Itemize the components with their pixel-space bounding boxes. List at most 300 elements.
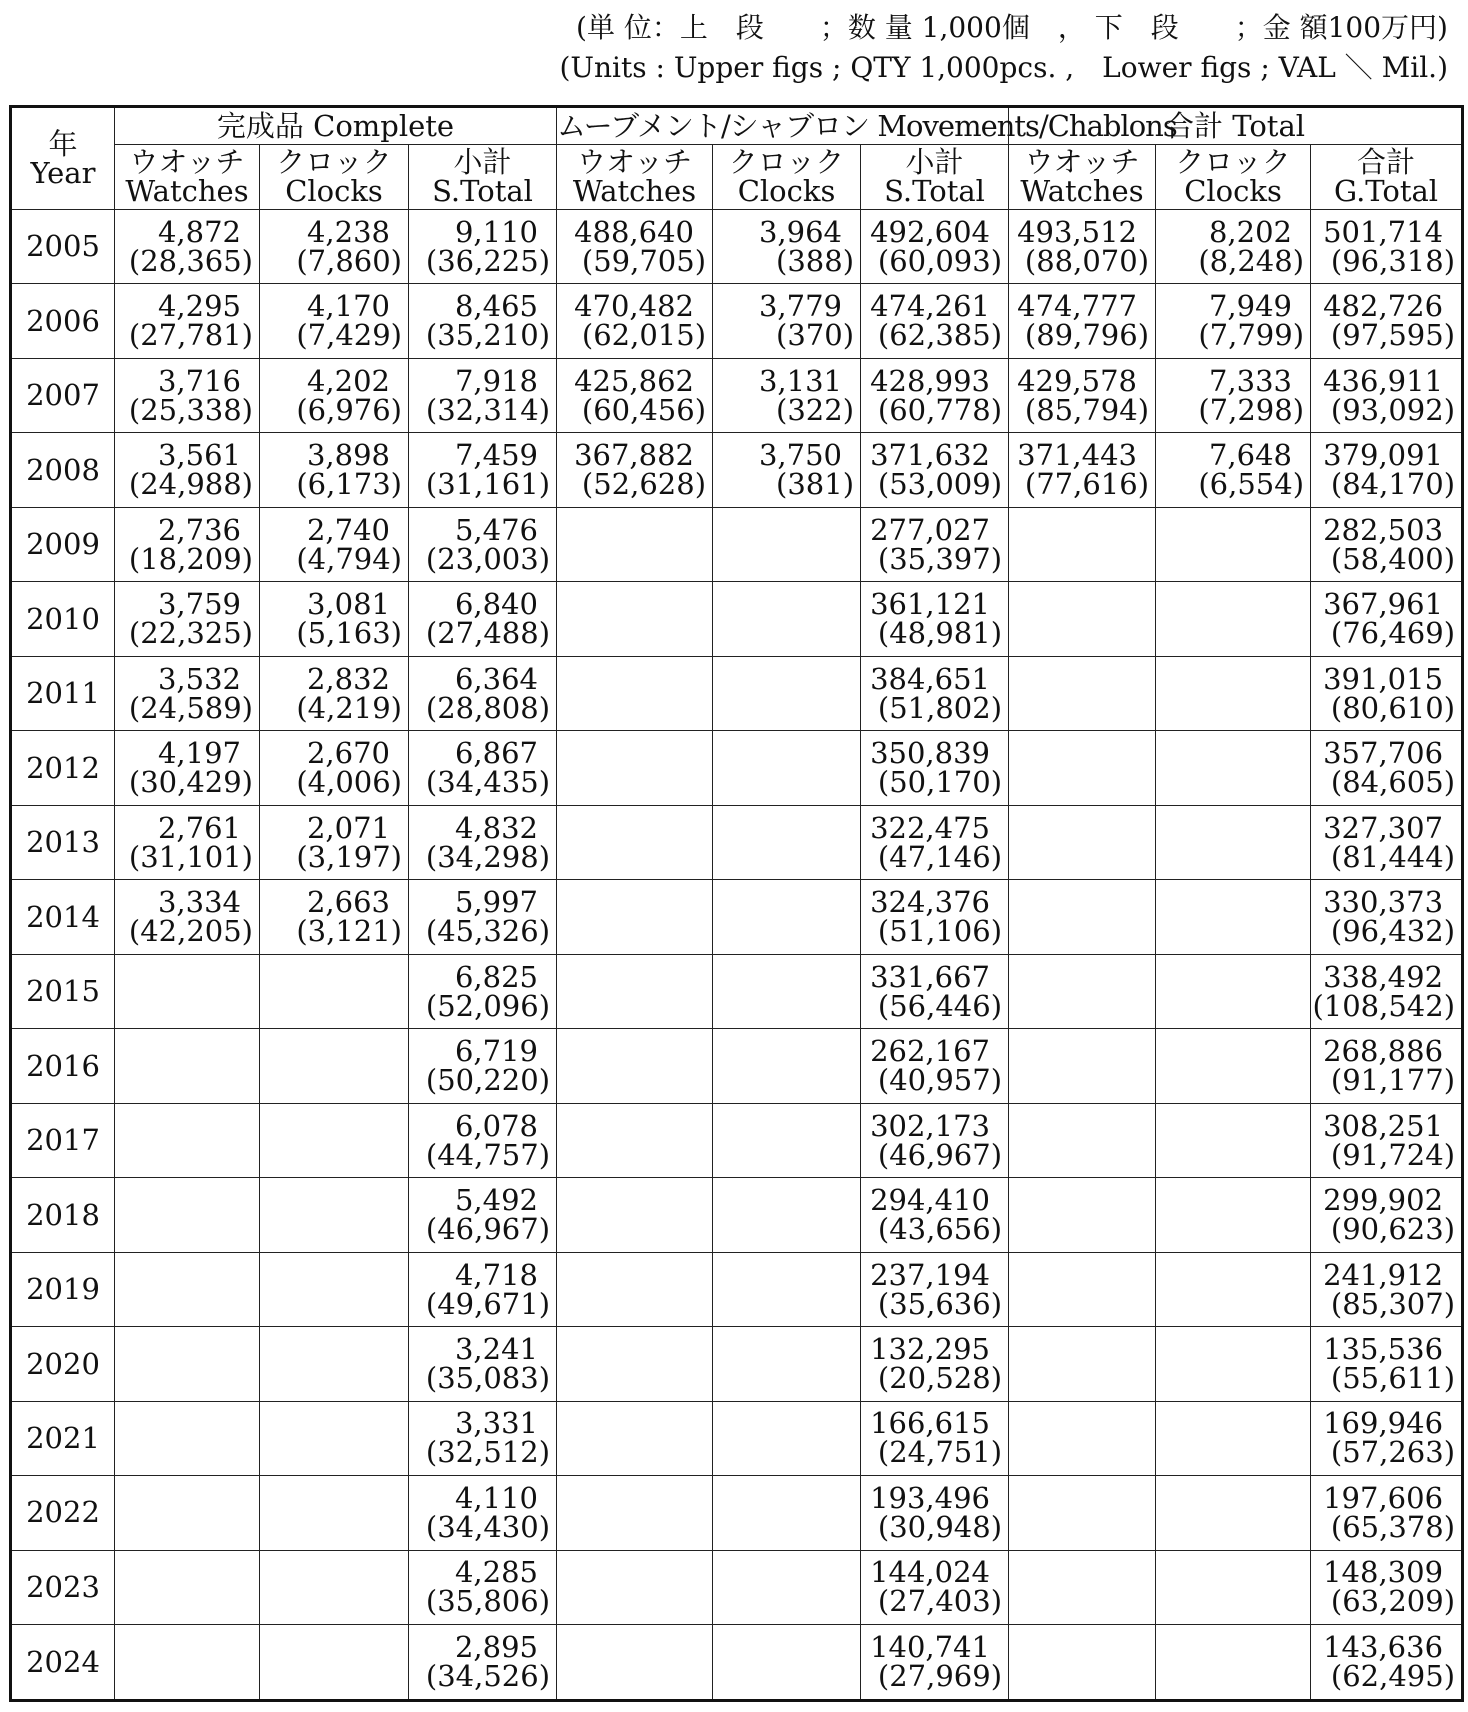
value-cell-mc [713, 210, 861, 284]
quantity-value: 488,640 [574, 214, 695, 249]
value-cell-mc [713, 358, 861, 432]
quantity-value: 338,492 [1323, 959, 1444, 994]
empty-cell [713, 880, 861, 954]
units-note [448, 8, 1448, 88]
table-row [11, 656, 1463, 730]
empty-cell [1156, 1625, 1311, 1701]
quantity-value: 282,503 [1323, 512, 1444, 547]
empty-cell [115, 1401, 260, 1475]
amount-value: (31,101) [128, 839, 253, 874]
quantity-value: 330,373 [1323, 885, 1444, 920]
amount-value: (35,083) [425, 1361, 551, 1395]
quantity-value: 268,886 [1323, 1034, 1444, 1069]
empty-cell [557, 954, 713, 1028]
year-header [11, 107, 115, 210]
amount-value: (50,220) [425, 1063, 551, 1098]
quantity-value: 6,840 [454, 587, 539, 622]
table-row [11, 1476, 1463, 1550]
empty-cell [1009, 805, 1156, 879]
amount-value: (30,948) [877, 1509, 1003, 1544]
empty-cell [1156, 731, 1311, 805]
empty-cell [557, 1103, 713, 1177]
total-group-header: 合計 Total [1009, 107, 1463, 145]
quantity-value: 3,241 [454, 1332, 539, 1366]
amount-value: (96,318) [1330, 243, 1456, 278]
quantity-value: 132,295 [870, 1332, 991, 1366]
amount-value: (51,802) [877, 690, 1003, 725]
empty-cell [1156, 1401, 1311, 1475]
amount-value: (32,314) [425, 392, 551, 427]
empty-cell [260, 954, 409, 1028]
amount-value: (24,988) [128, 467, 253, 502]
empty-cell [115, 1625, 260, 1701]
empty-cell [557, 805, 713, 879]
quantity-value: 327,307 [1323, 810, 1444, 845]
quantity-value: 294,410 [870, 1183, 991, 1218]
value-cell-cc [260, 358, 409, 432]
quantity-value: 474,777 [1017, 289, 1138, 324]
amount-value: (56,446) [877, 988, 1003, 1023]
value-cell-ms [861, 1476, 1009, 1550]
amount-value: (53,009) [877, 467, 1003, 502]
empty-cell [713, 1029, 861, 1103]
quantity-value: 371,632 [870, 438, 991, 473]
header-label-jp: クロック [1175, 145, 1291, 179]
quantity-value: 425,862 [574, 363, 695, 398]
value-cell-mw [557, 433, 713, 507]
quantity-value: 4,197 [157, 736, 241, 771]
amount-value: (27,403) [877, 1584, 1003, 1619]
empty-cell [557, 507, 713, 581]
quantity-value: 166,615 [870, 1406, 991, 1441]
value-cell-cs [409, 1029, 557, 1103]
movements-subtotal-header [861, 145, 1009, 210]
amount-value: (43,656) [877, 1212, 1003, 1247]
table-row [11, 1252, 1463, 1326]
value-cell-mw [557, 358, 713, 432]
value-cell-cs [409, 731, 557, 805]
quantity-value: 367,882 [574, 438, 695, 473]
amount-value: (34,298) [425, 839, 551, 874]
quantity-value: 241,912 [1323, 1257, 1444, 1292]
value-cell-tg [1311, 284, 1463, 358]
quantity-value: 493,512 [1017, 214, 1138, 249]
year-cell: 2013 [11, 805, 115, 879]
value-cell-cw [115, 507, 260, 581]
value-cell-tw [1009, 210, 1156, 284]
empty-cell [1156, 1103, 1311, 1177]
quantity-value: 492,604 [870, 214, 991, 249]
header-label-en: Watches [1020, 174, 1144, 208]
quantity-value: 6,078 [454, 1108, 539, 1143]
amount-value: (85,307) [1330, 1286, 1456, 1321]
amount-value: (88,070) [1024, 243, 1150, 278]
empty-cell [557, 1550, 713, 1624]
value-cell-tw [1009, 358, 1156, 432]
value-cell-cw [115, 656, 260, 730]
empty-cell [713, 1401, 861, 1475]
table-row [11, 1401, 1463, 1475]
quantity-value: 237,194 [870, 1257, 991, 1292]
amount-value: (22,325) [128, 616, 253, 651]
amount-value: (35,806) [425, 1584, 551, 1619]
amount-value: (81,444) [1330, 839, 1456, 874]
quantity-value: 3,964 [758, 214, 843, 249]
amount-value: (6,976) [296, 392, 402, 427]
empty-cell [260, 1178, 409, 1252]
header-label-jp: ウオッチ [129, 145, 245, 179]
header-label-jp: 小計 [453, 145, 512, 179]
value-cell-cs [409, 1625, 557, 1701]
value-cell-cc [260, 433, 409, 507]
amount-value: (25,338) [128, 392, 253, 427]
empty-cell [260, 1550, 409, 1624]
quantity-value: 144,024 [870, 1555, 991, 1590]
table-body [11, 210, 1463, 1701]
header-label-en: S.Total [432, 174, 533, 208]
quantity-value: 277,027 [870, 512, 991, 547]
empty-cell [1009, 1252, 1156, 1326]
amount-value: (42,205) [128, 914, 253, 949]
empty-cell [1009, 1625, 1156, 1701]
quantity-value: 8,202 [1208, 214, 1293, 249]
year-cell: 2016 [11, 1029, 115, 1103]
quantity-value: 482,726 [1323, 289, 1444, 324]
amount-value: (80,610) [1330, 690, 1456, 725]
amount-value: (31,161) [425, 467, 551, 502]
empty-cell [557, 1327, 713, 1401]
quantity-value: 2,832 [306, 661, 390, 696]
amount-value: (77,616) [1024, 467, 1150, 502]
value-cell-tg [1311, 358, 1463, 432]
quantity-value: 371,443 [1017, 438, 1138, 473]
empty-cell [713, 656, 861, 730]
amount-value: (108,542) [1312, 988, 1456, 1023]
quantity-value: 8,465 [454, 289, 539, 324]
quantity-value: 5,492 [454, 1183, 539, 1218]
quantity-value: 379,091 [1323, 438, 1444, 473]
value-cell-tg [1311, 1625, 1463, 1701]
amount-value: (7,429) [296, 318, 402, 353]
value-cell-ms [861, 210, 1009, 284]
header-label-jp: 合計 [1357, 145, 1416, 179]
complete-subtotal-header [409, 145, 557, 210]
empty-cell [1009, 1178, 1156, 1252]
amount-value: (85,794) [1024, 392, 1150, 427]
quantity-value: 7,648 [1208, 438, 1293, 473]
year-cell: 2014 [11, 880, 115, 954]
header-label-en: Clocks [285, 174, 383, 208]
quantity-value: 391,015 [1323, 661, 1444, 696]
amount-value: (381) [776, 467, 855, 502]
units-note-jp: (単 位：上 段 ；数 量 1,000個 ， 下 段 ；金 額100万円) [576, 11, 1448, 44]
table-row [11, 210, 1463, 284]
value-cell-cc [260, 731, 409, 805]
quantity-value: 4,295 [157, 289, 241, 324]
year-header-jp: 年 [48, 126, 78, 161]
amount-value: (44,757) [425, 1137, 551, 1172]
complete-watches-header [115, 145, 260, 210]
amount-value: (5,163) [296, 616, 402, 651]
year-cell: 2007 [11, 358, 115, 432]
quantity-value: 331,667 [870, 959, 991, 994]
quantity-value: 262,167 [870, 1034, 991, 1069]
year-cell: 2005 [11, 210, 115, 284]
empty-cell [1009, 656, 1156, 730]
empty-cell [1156, 582, 1311, 656]
value-cell-tg [1311, 1178, 1463, 1252]
amount-value: (7,799) [1198, 318, 1305, 353]
amount-value: (27,969) [877, 1659, 1003, 1694]
empty-cell [713, 1625, 861, 1701]
amount-value: (90,623) [1330, 1212, 1456, 1247]
empty-cell [1156, 1178, 1311, 1252]
value-cell-ms [861, 954, 1009, 1028]
value-cell-tg [1311, 731, 1463, 805]
amount-value: (4,219) [296, 690, 402, 725]
amount-value: (6,554) [1198, 467, 1305, 502]
value-cell-cs [409, 1103, 557, 1177]
quantity-value: 3,561 [157, 438, 241, 473]
empty-cell [115, 1029, 260, 1103]
amount-value: (48,981) [877, 616, 1003, 651]
table-row [11, 1327, 1463, 1401]
value-cell-cw [115, 358, 260, 432]
value-cell-ms [861, 433, 1009, 507]
empty-cell [713, 805, 861, 879]
header-label-en: G.Total [1333, 174, 1439, 208]
amount-value: (36,225) [425, 243, 551, 278]
quantity-value: 3,131 [758, 363, 843, 398]
year-cell: 2024 [11, 1625, 115, 1701]
value-cell-cs [409, 582, 557, 656]
amount-value: (30,429) [128, 765, 253, 800]
amount-value: (60,093) [877, 243, 1003, 278]
empty-cell [557, 1178, 713, 1252]
quantity-value: 3,716 [157, 363, 241, 398]
value-cell-tg [1311, 954, 1463, 1028]
quantity-value: 5,476 [454, 512, 539, 547]
header-label-jp: ウオッチ [1024, 145, 1140, 179]
value-cell-ms [861, 1103, 1009, 1177]
value-cell-cw [115, 210, 260, 284]
amount-value: (55,611) [1330, 1361, 1456, 1395]
total-clocks-header [1156, 145, 1311, 210]
quantity-value: 308,251 [1323, 1108, 1444, 1143]
amount-value: (84,170) [1330, 467, 1456, 502]
empty-cell [115, 1103, 260, 1177]
year-cell: 2017 [11, 1103, 115, 1177]
value-cell-cw [115, 805, 260, 879]
quantity-value: 3,334 [157, 885, 241, 920]
quantity-value: 2,740 [306, 512, 390, 547]
value-cell-cw [115, 880, 260, 954]
empty-cell [713, 507, 861, 581]
quantity-value: 2,736 [157, 512, 241, 547]
year-cell: 2021 [11, 1401, 115, 1475]
value-cell-ms [861, 1327, 1009, 1401]
value-cell-ms [861, 284, 1009, 358]
table-row [11, 731, 1463, 805]
empty-cell [713, 1103, 861, 1177]
amount-value: (32,512) [425, 1435, 551, 1470]
complete-group-header: 完成品 Complete [115, 107, 557, 145]
empty-cell [260, 1327, 409, 1401]
value-cell-tg [1311, 656, 1463, 730]
amount-value: (51,106) [877, 914, 1003, 949]
watch-production-table [9, 105, 1464, 1702]
quantity-value: 501,714 [1323, 214, 1444, 249]
amount-value: (97,595) [1330, 318, 1456, 353]
quantity-value: 6,719 [454, 1034, 539, 1069]
amount-value: (63,209) [1330, 1584, 1456, 1619]
amount-value: (45,326) [425, 914, 551, 949]
year-cell: 2020 [11, 1327, 115, 1401]
amount-value: (59,705) [581, 243, 707, 278]
amount-value: (47,146) [877, 839, 1003, 874]
table-row [11, 582, 1463, 656]
empty-cell [713, 1550, 861, 1624]
year-cell: 2009 [11, 507, 115, 581]
quantity-value: 7,918 [454, 363, 539, 398]
empty-cell [713, 1252, 861, 1326]
header-label-en: Clocks [737, 174, 836, 208]
amount-value: (3,197) [296, 839, 402, 874]
year-cell: 2006 [11, 284, 115, 358]
amount-value: (60,778) [877, 392, 1003, 427]
quantity-value: 2,663 [306, 885, 390, 920]
quantity-value: 324,376 [870, 885, 991, 920]
grand-total-header [1311, 145, 1463, 210]
value-cell-tg [1311, 582, 1463, 656]
empty-cell [1156, 1327, 1311, 1401]
empty-cell [713, 954, 861, 1028]
value-cell-cw [115, 731, 260, 805]
empty-cell [260, 1252, 409, 1326]
table-row [11, 507, 1463, 581]
value-cell-tg [1311, 1103, 1463, 1177]
empty-cell [1009, 582, 1156, 656]
quantity-value: 299,902 [1323, 1183, 1444, 1218]
quantity-value: 428,993 [870, 363, 991, 398]
empty-cell [557, 582, 713, 656]
value-cell-ms [861, 507, 1009, 581]
amount-value: (3,121) [296, 914, 402, 949]
value-cell-tc [1156, 358, 1311, 432]
table-row [11, 954, 1463, 1028]
empty-cell [713, 1178, 861, 1252]
amount-value: (57,263) [1330, 1435, 1456, 1470]
empty-cell [713, 1327, 861, 1401]
amount-value: (7,298) [1198, 392, 1305, 427]
value-cell-cc [260, 805, 409, 879]
quantity-value: 3,081 [306, 587, 390, 622]
amount-value: (28,808) [425, 690, 551, 725]
amount-value: (27,488) [425, 616, 551, 651]
quantity-value: 4,202 [306, 363, 390, 398]
table-row [11, 358, 1463, 432]
quantity-value: 5,997 [454, 885, 539, 920]
year-cell: 2012 [11, 731, 115, 805]
value-cell-cs [409, 358, 557, 432]
units-note-en: (Units : Upper figs ; QTY 1,000pcs. , Lower figs ; VAL ＼ Mil.) [559, 51, 1448, 84]
amount-value: (35,636) [877, 1286, 1003, 1321]
value-cell-tg [1311, 1252, 1463, 1326]
quantity-value: 429,578 [1017, 363, 1138, 398]
amount-value: (40,957) [877, 1063, 1003, 1098]
quantity-value: 9,110 [454, 214, 539, 249]
value-cell-tc [1156, 433, 1311, 507]
value-cell-tw [1009, 284, 1156, 358]
value-cell-tw [1009, 433, 1156, 507]
table-row [11, 433, 1463, 507]
quantity-value: 2,670 [306, 736, 390, 771]
quantity-value: 302,173 [870, 1108, 991, 1143]
amount-value: (46,967) [877, 1137, 1003, 1172]
empty-cell [1009, 1401, 1156, 1475]
empty-cell [1156, 1476, 1311, 1550]
amount-value: (27,781) [128, 318, 253, 353]
amount-value: (89,796) [1024, 318, 1150, 353]
quantity-value: 2,761 [157, 810, 241, 845]
amount-value: (76,469) [1330, 616, 1456, 651]
header-label-en: Clocks [1184, 174, 1282, 208]
empty-cell [557, 656, 713, 730]
empty-cell [557, 1625, 713, 1701]
amount-value: (62,385) [877, 318, 1003, 353]
value-cell-ms [861, 1029, 1009, 1103]
movements-group-header: ムーブメント/シャブロン Movements/Chablons [557, 108, 1177, 143]
empty-cell [1009, 880, 1156, 954]
table-row [11, 880, 1463, 954]
quantity-value: 2,895 [454, 1630, 539, 1665]
amount-value: (50,170) [877, 765, 1003, 800]
value-cell-mc [713, 284, 861, 358]
empty-cell [1009, 1103, 1156, 1177]
value-cell-cs [409, 507, 557, 581]
header-label-jp: ウオッチ [576, 145, 693, 179]
quantity-value: 3,898 [306, 438, 390, 473]
quantity-value: 436,911 [1323, 363, 1444, 398]
quantity-value: 3,750 [758, 438, 843, 473]
value-cell-cc [260, 880, 409, 954]
amount-value: (58,400) [1330, 541, 1456, 576]
quantity-value: 6,364 [454, 661, 539, 696]
table-row [11, 805, 1463, 879]
quantity-value: 143,636 [1323, 1630, 1444, 1665]
amount-value: (18,209) [128, 541, 253, 576]
amount-value: (8,248) [1198, 243, 1305, 278]
empty-cell [260, 1103, 409, 1177]
empty-cell [557, 731, 713, 805]
empty-cell [260, 1625, 409, 1701]
empty-cell [1156, 1029, 1311, 1103]
quantity-value: 470,482 [574, 289, 695, 324]
empty-cell [1156, 1550, 1311, 1624]
amount-value: (4,794) [296, 541, 402, 576]
value-cell-ms [861, 731, 1009, 805]
value-cell-ms [861, 1178, 1009, 1252]
amount-value: (20,528) [877, 1361, 1003, 1395]
amount-value: (34,526) [425, 1659, 551, 1694]
value-cell-cc [260, 507, 409, 581]
value-cell-mw [557, 284, 713, 358]
empty-cell [1156, 507, 1311, 581]
quantity-value: 148,309 [1323, 1555, 1444, 1590]
quantity-value: 2,071 [306, 810, 390, 845]
quantity-value: 474,261 [870, 289, 991, 324]
amount-value: (6,173) [296, 467, 402, 502]
